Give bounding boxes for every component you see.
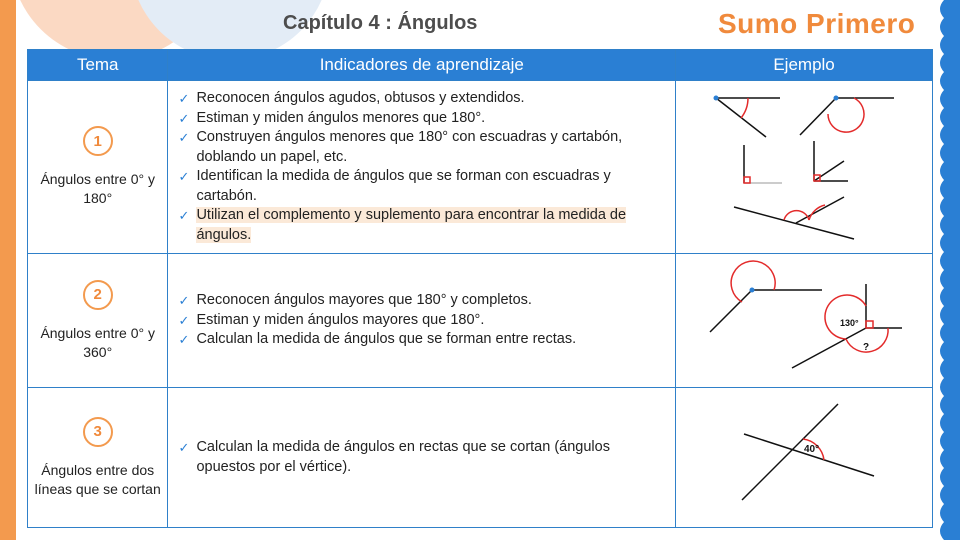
indicator-text: Estiman y miden ángulos mayores que 180°. <box>196 311 485 328</box>
indicator-list <box>178 438 667 477</box>
list-item <box>178 438 667 477</box>
list-item <box>178 206 667 245</box>
check-icon: ✓ <box>178 208 190 223</box>
indicators-cell <box>168 254 676 388</box>
table-row <box>28 254 933 388</box>
indicators-cell <box>168 388 676 528</box>
indicator-text: Reconocen ángulos mayores que 180° y completos. <box>196 292 532 309</box>
table-row <box>28 388 933 528</box>
table-row <box>28 81 933 254</box>
column-header-ejemplo: Ejemplo <box>676 50 933 81</box>
vertex-dot <box>714 96 719 101</box>
angles-0-180-example-figure <box>676 81 932 253</box>
topic-number-badge: 2 <box>83 280 113 310</box>
indicator-text: Construyen ángulos menores que 180° con escuadras y cartabón, doblando un papel, etc. <box>196 129 623 165</box>
check-icon: ✓ <box>178 91 190 106</box>
check-icon: ✓ <box>178 293 190 309</box>
list-item <box>178 311 667 331</box>
check-icon: ✓ <box>178 130 190 145</box>
example-cell <box>676 254 933 388</box>
topic-label: Ángulos entre 0° y 360° <box>40 324 155 360</box>
column-header-tema: Tema <box>28 50 168 81</box>
angle-label-unknown: ? <box>863 342 870 353</box>
table-header-row <box>28 50 933 81</box>
topic-label: Ángulos entre 0° y 180° <box>40 171 155 206</box>
vertex-dot <box>834 96 839 101</box>
vertex-dot <box>750 288 755 293</box>
indicator-text: Reconocen ángulos agudos, obtusos y extendidos. <box>196 90 525 106</box>
indicators-cell <box>168 81 676 254</box>
indicator-list <box>178 291 667 350</box>
list-item <box>178 291 667 311</box>
check-icon: ✓ <box>178 312 190 328</box>
topic-label: Ángulos entre dos líneas que se cortan <box>34 461 161 497</box>
angles-0-360-example-figure <box>676 254 932 387</box>
column-header-indicadores: Indicadores de aprendizaje <box>168 50 676 81</box>
topic-number-badge: 1 <box>83 126 113 156</box>
example-cell <box>676 81 933 254</box>
check-icon: ✓ <box>178 440 190 455</box>
topic-cell <box>28 254 168 388</box>
example-cell <box>676 388 933 528</box>
indicator-text: Estiman y miden ángulos menores que 180°. <box>196 109 486 126</box>
list-item <box>178 330 667 350</box>
indicator-text: Identifican la medida de ángulos que se forman con escuadras y cartabón. <box>196 168 611 204</box>
angle-label-130: 130° <box>840 318 859 328</box>
topic-cell <box>28 388 168 528</box>
list-item <box>178 128 667 167</box>
list-item <box>178 167 667 206</box>
check-icon: ✓ <box>178 110 190 126</box>
intersecting-lines-example-figure <box>676 388 932 527</box>
indicator-text: Calculan la medida de ángulos que se forman entre rectas. <box>196 331 577 348</box>
list-item <box>178 89 667 109</box>
check-icon: ✓ <box>178 332 190 348</box>
angle-label-40: 40° <box>804 444 820 455</box>
left-decorative-stripe <box>0 0 16 540</box>
list-item <box>178 109 667 129</box>
topic-cell <box>28 81 168 254</box>
topic-number-badge: 3 <box>83 417 113 447</box>
indicator-text: Calculan la medida de ángulos en rectas que se cortan (ángulos opuestos por el vértice). <box>196 439 610 475</box>
chapter-title: Capítulo 4 : Ángulos <box>283 12 478 34</box>
check-icon: ✓ <box>178 169 190 184</box>
brand-logo-text: Sumo Primero <box>718 8 916 39</box>
learning-indicators-table <box>27 49 933 528</box>
right-wavy-border <box>934 0 960 540</box>
indicator-list <box>178 89 667 245</box>
highlighted-indicator-text: Utilizan el complemento y suplemento para encontrar la medida de ángulos. <box>196 207 627 243</box>
